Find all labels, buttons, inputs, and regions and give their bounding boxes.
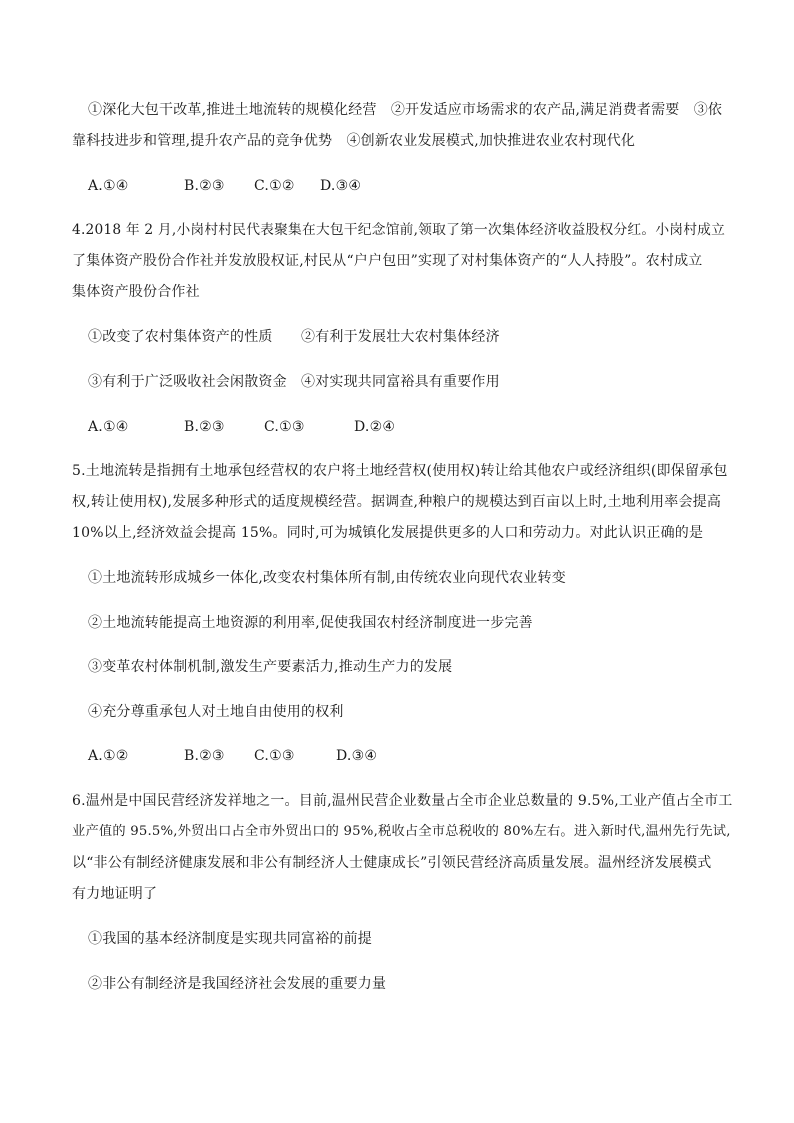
- answer-choices-q3: [88, 176, 361, 196]
- question-4-stem-line-1: 4.2018 年 2 月,小岗村村民代表聚集在大包干纪念馆前,领取了第一次集体经济收益股权分红。小岗村成立: [72, 222, 726, 238]
- choice-b: B.②③: [184, 748, 225, 764]
- answer-choices-q5: [88, 746, 377, 766]
- question-6-stem-line-1: 6.温州是中国民营经济发祥地之一。目前,温州民营企业数量占全市企业总数量的 9.5%,工业产值占全市工: [72, 793, 733, 809]
- question-6-stem-line-3: 以“非公有制经济健康发展和非公有制经济人士健康成长”引领民营经济高质量发展。温州经济发展模式: [72, 855, 712, 871]
- choice-a: A.①④: [88, 419, 129, 435]
- question-5-stem-line-2: 权,转让使用权),发展多种形式的适度规模经营。据调查,种粮户的规模达到百亩以上时,土地利用率会提高: [72, 494, 722, 510]
- option-line-continued: 靠科技进步和管理,提升农产品的竞争优势 ④创新农业发展模式,加快推进农业农村现代化: [72, 133, 636, 149]
- choice-a: A.①④: [88, 178, 129, 194]
- choice-b: B.②③: [184, 178, 225, 194]
- option-line: ①深化大包干改革,推进土地流转的规模化经营 ②开发适应市场需求的农产品,满足消费者需要 ③依: [88, 102, 723, 118]
- question-5-option-2: ②土地流转能提高土地资源的利用率,促使我国农村经济制度进一步完善: [88, 615, 533, 631]
- choice-b: B.②③: [184, 419, 225, 435]
- question-5-option-1: ①土地流转形成城乡一体化,改变农村集体所有制,由传统农业向现代农业转变: [88, 570, 566, 586]
- choice-c: C.①③: [254, 748, 295, 764]
- question-4-option-line-2: ③有利于广泛吸收社会闲散资金 ④对实现共同富裕具有重要作用: [88, 374, 500, 390]
- choice-d: D.②④: [354, 419, 396, 435]
- choice-d: D.③④: [336, 748, 378, 764]
- question-5-option-3: ③变革农村体制机制,激发生产要素活力,推动生产力的发展: [88, 659, 453, 675]
- answer-choices-q4: [88, 417, 395, 437]
- question-6-option-1: ①我国的基本经济制度是实现共同富裕的前提: [88, 931, 372, 947]
- question-6-stem-line-4: 有力地证明了: [72, 886, 158, 902]
- question-5-stem-line-1: 5.土地流转是指拥有土地承包经营权的农户将土地经营权(使用权)转让给其他农户或经济组织(即保留承包: [72, 463, 728, 479]
- question-5-stem-line-3: 10%以上,经济效益会提高 15%。同时,可为城镇化发展提供更多的人口和劳动力。对此认识正确的是: [72, 525, 704, 541]
- question-4-stem-line-3: 集体资产股份合作社: [72, 284, 200, 300]
- question-6-option-2: ②非公有制经济是我国经济社会发展的重要力量: [88, 976, 387, 992]
- question-5-option-4: ④充分尊重承包人对土地自由使用的权利: [88, 704, 344, 720]
- question-6-stem-line-2: 业产值的 95.5%,外贸出口占全市外贸出口的 95%,税收占全市总税收的 80%左右。进入新时代,温州先行先试,: [72, 824, 731, 839]
- choice-d: D.③④: [320, 178, 362, 194]
- choice-c: C.①②: [254, 178, 295, 194]
- question-4-stem-line-2: 了集体资产股份合作社并发放股权证,村民从“户户包田”实现了对村集体资产的“人人持股”。农村成立: [72, 253, 703, 269]
- choice-a: A.①②: [88, 748, 129, 764]
- choice-c: C.①③: [264, 419, 305, 435]
- question-4-option-line-1: ①改变了农村集体资产的性质 ②有利于发展壮大农村集体经济: [88, 329, 500, 345]
